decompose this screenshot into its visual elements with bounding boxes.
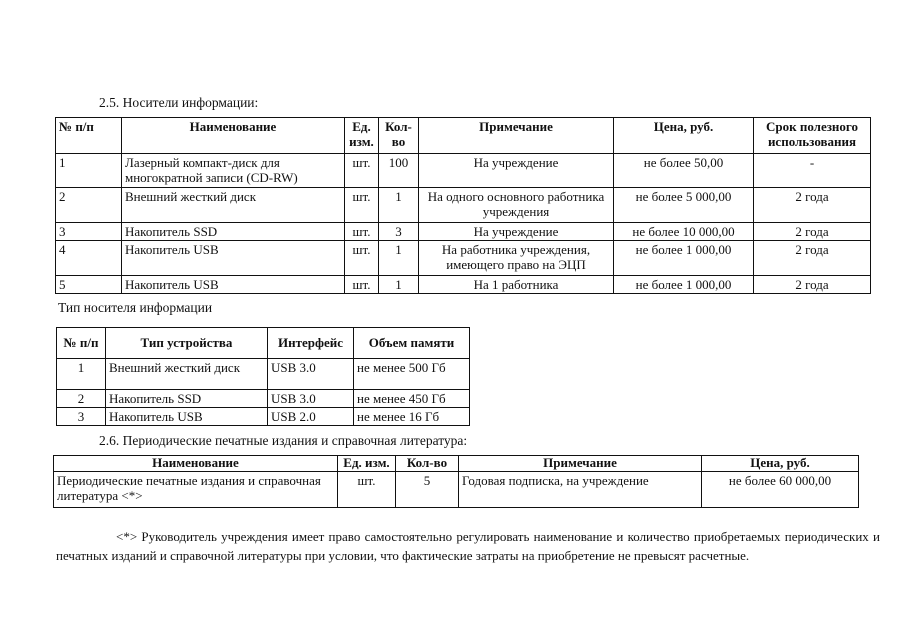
cell-unit: шт. (345, 241, 379, 276)
cell-price: не более 50,00 (614, 154, 754, 188)
cell-note: На учреждение (419, 154, 614, 188)
header-unit: Ед. изм. (338, 456, 396, 472)
cell-qty: 100 (379, 154, 419, 188)
cell-num: 2 (57, 390, 106, 408)
cell-name: Лазерный компакт-диск для многократной записи (CD-RW) (122, 154, 345, 188)
periodicals-table (53, 455, 859, 508)
header-unit: Ед. изм. (345, 118, 379, 154)
table-row (54, 472, 859, 508)
media-type-heading: Тип носителя информации (58, 300, 213, 315)
cell-memory: не менее 450 Гб (354, 390, 470, 408)
header-qty: Кол-во (396, 456, 459, 472)
cell-num: 5 (56, 276, 122, 294)
cell-num: 2 (56, 188, 122, 223)
table-header-row (57, 328, 470, 359)
cell-qty: 1 (379, 188, 419, 223)
cell-unit: шт. (345, 276, 379, 294)
media-type-table (56, 327, 470, 426)
header-price: Цена, руб. (614, 118, 754, 154)
footnote-paragraph: <*> Руководитель учреждения имеет право самостоятельно регулировать наименование и количество приобретаемых периодических и печатных изданий и справочной литературы при условии, что фактические затраты на приобретение не превысят расчетные. (56, 529, 880, 563)
cell-name: Накопитель USB (122, 241, 345, 276)
cell-price: не более 1 000,00 (614, 276, 754, 294)
table-header-row (56, 118, 871, 154)
cell-price: не более 60 000,00 (702, 472, 859, 508)
cell-price: не более 10 000,00 (614, 223, 754, 241)
header-interface: Интерфейс (268, 328, 354, 359)
cell-device: Накопитель SSD (106, 390, 268, 408)
cell-unit: шт. (345, 154, 379, 188)
cell-qty: 1 (379, 276, 419, 294)
cell-num: 3 (56, 223, 122, 241)
cell-term: 2 года (754, 241, 871, 276)
cell-note: На учреждение (419, 223, 614, 241)
storage-media-table (55, 117, 871, 294)
cell-name: Накопитель USB (122, 276, 345, 294)
header-num: № п/п (57, 328, 106, 359)
table-row (57, 408, 470, 426)
table-row (56, 276, 871, 294)
cell-price: не более 1 000,00 (614, 241, 754, 276)
cell-memory: не менее 500 Гб (354, 359, 470, 390)
header-memory: Объем памяти (354, 328, 470, 359)
cell-qty: 3 (379, 223, 419, 241)
cell-term: 2 года (754, 276, 871, 294)
header-device: Тип устройства (106, 328, 268, 359)
cell-interface: USB 2.0 (268, 408, 354, 426)
cell-device: Накопитель USB (106, 408, 268, 426)
cell-name: Периодические печатные издания и справочная литература <*> (54, 472, 338, 508)
cell-device: Внешний жесткий диск (106, 359, 268, 390)
cell-num: 1 (56, 154, 122, 188)
header-note: Примечание (459, 456, 702, 472)
section-2-6-heading: 2.6. Периодические печатные издания и справочная литература: (99, 433, 468, 448)
cell-qty: 1 (379, 241, 419, 276)
cell-unit: шт. (345, 188, 379, 223)
header-term: Срок полезного использования (754, 118, 871, 154)
cell-price: не более 5 000,00 (614, 188, 754, 223)
cell-interface: USB 3.0 (268, 390, 354, 408)
cell-interface: USB 3.0 (268, 359, 354, 390)
section-2-5-heading: 2.5. Носители информации: (99, 95, 259, 110)
header-price: Цена, руб. (702, 456, 859, 472)
table-row (57, 359, 470, 390)
cell-note: На 1 работника (419, 276, 614, 294)
cell-qty: 5 (396, 472, 459, 508)
cell-note: На работника учреждения, имеющего право на ЭЦП (419, 241, 614, 276)
cell-num: 1 (57, 359, 106, 390)
cell-term: 2 года (754, 223, 871, 241)
header-note: Примечание (419, 118, 614, 154)
cell-memory: не менее 16 Гб (354, 408, 470, 426)
table-row (56, 154, 871, 188)
table-row (56, 188, 871, 223)
table-row (56, 223, 871, 241)
header-qty: Кол-во (379, 118, 419, 154)
cell-note: На одного основного работника учреждения (419, 188, 614, 223)
cell-num: 4 (56, 241, 122, 276)
cell-term: 2 года (754, 188, 871, 223)
cell-note: Годовая подписка, на учреждение (459, 472, 702, 508)
cell-num: 3 (57, 408, 106, 426)
header-name: Наименование (122, 118, 345, 154)
table-header-row (54, 456, 859, 472)
header-name: Наименование (54, 456, 338, 472)
cell-term: - (754, 154, 871, 188)
table-row (57, 390, 470, 408)
cell-unit: шт. (338, 472, 396, 508)
table-row (56, 241, 871, 276)
cell-unit: шт. (345, 223, 379, 241)
header-num: № п/п (56, 118, 122, 154)
cell-name: Внешний жесткий диск (122, 188, 345, 223)
cell-name: Накопитель SSD (122, 223, 345, 241)
